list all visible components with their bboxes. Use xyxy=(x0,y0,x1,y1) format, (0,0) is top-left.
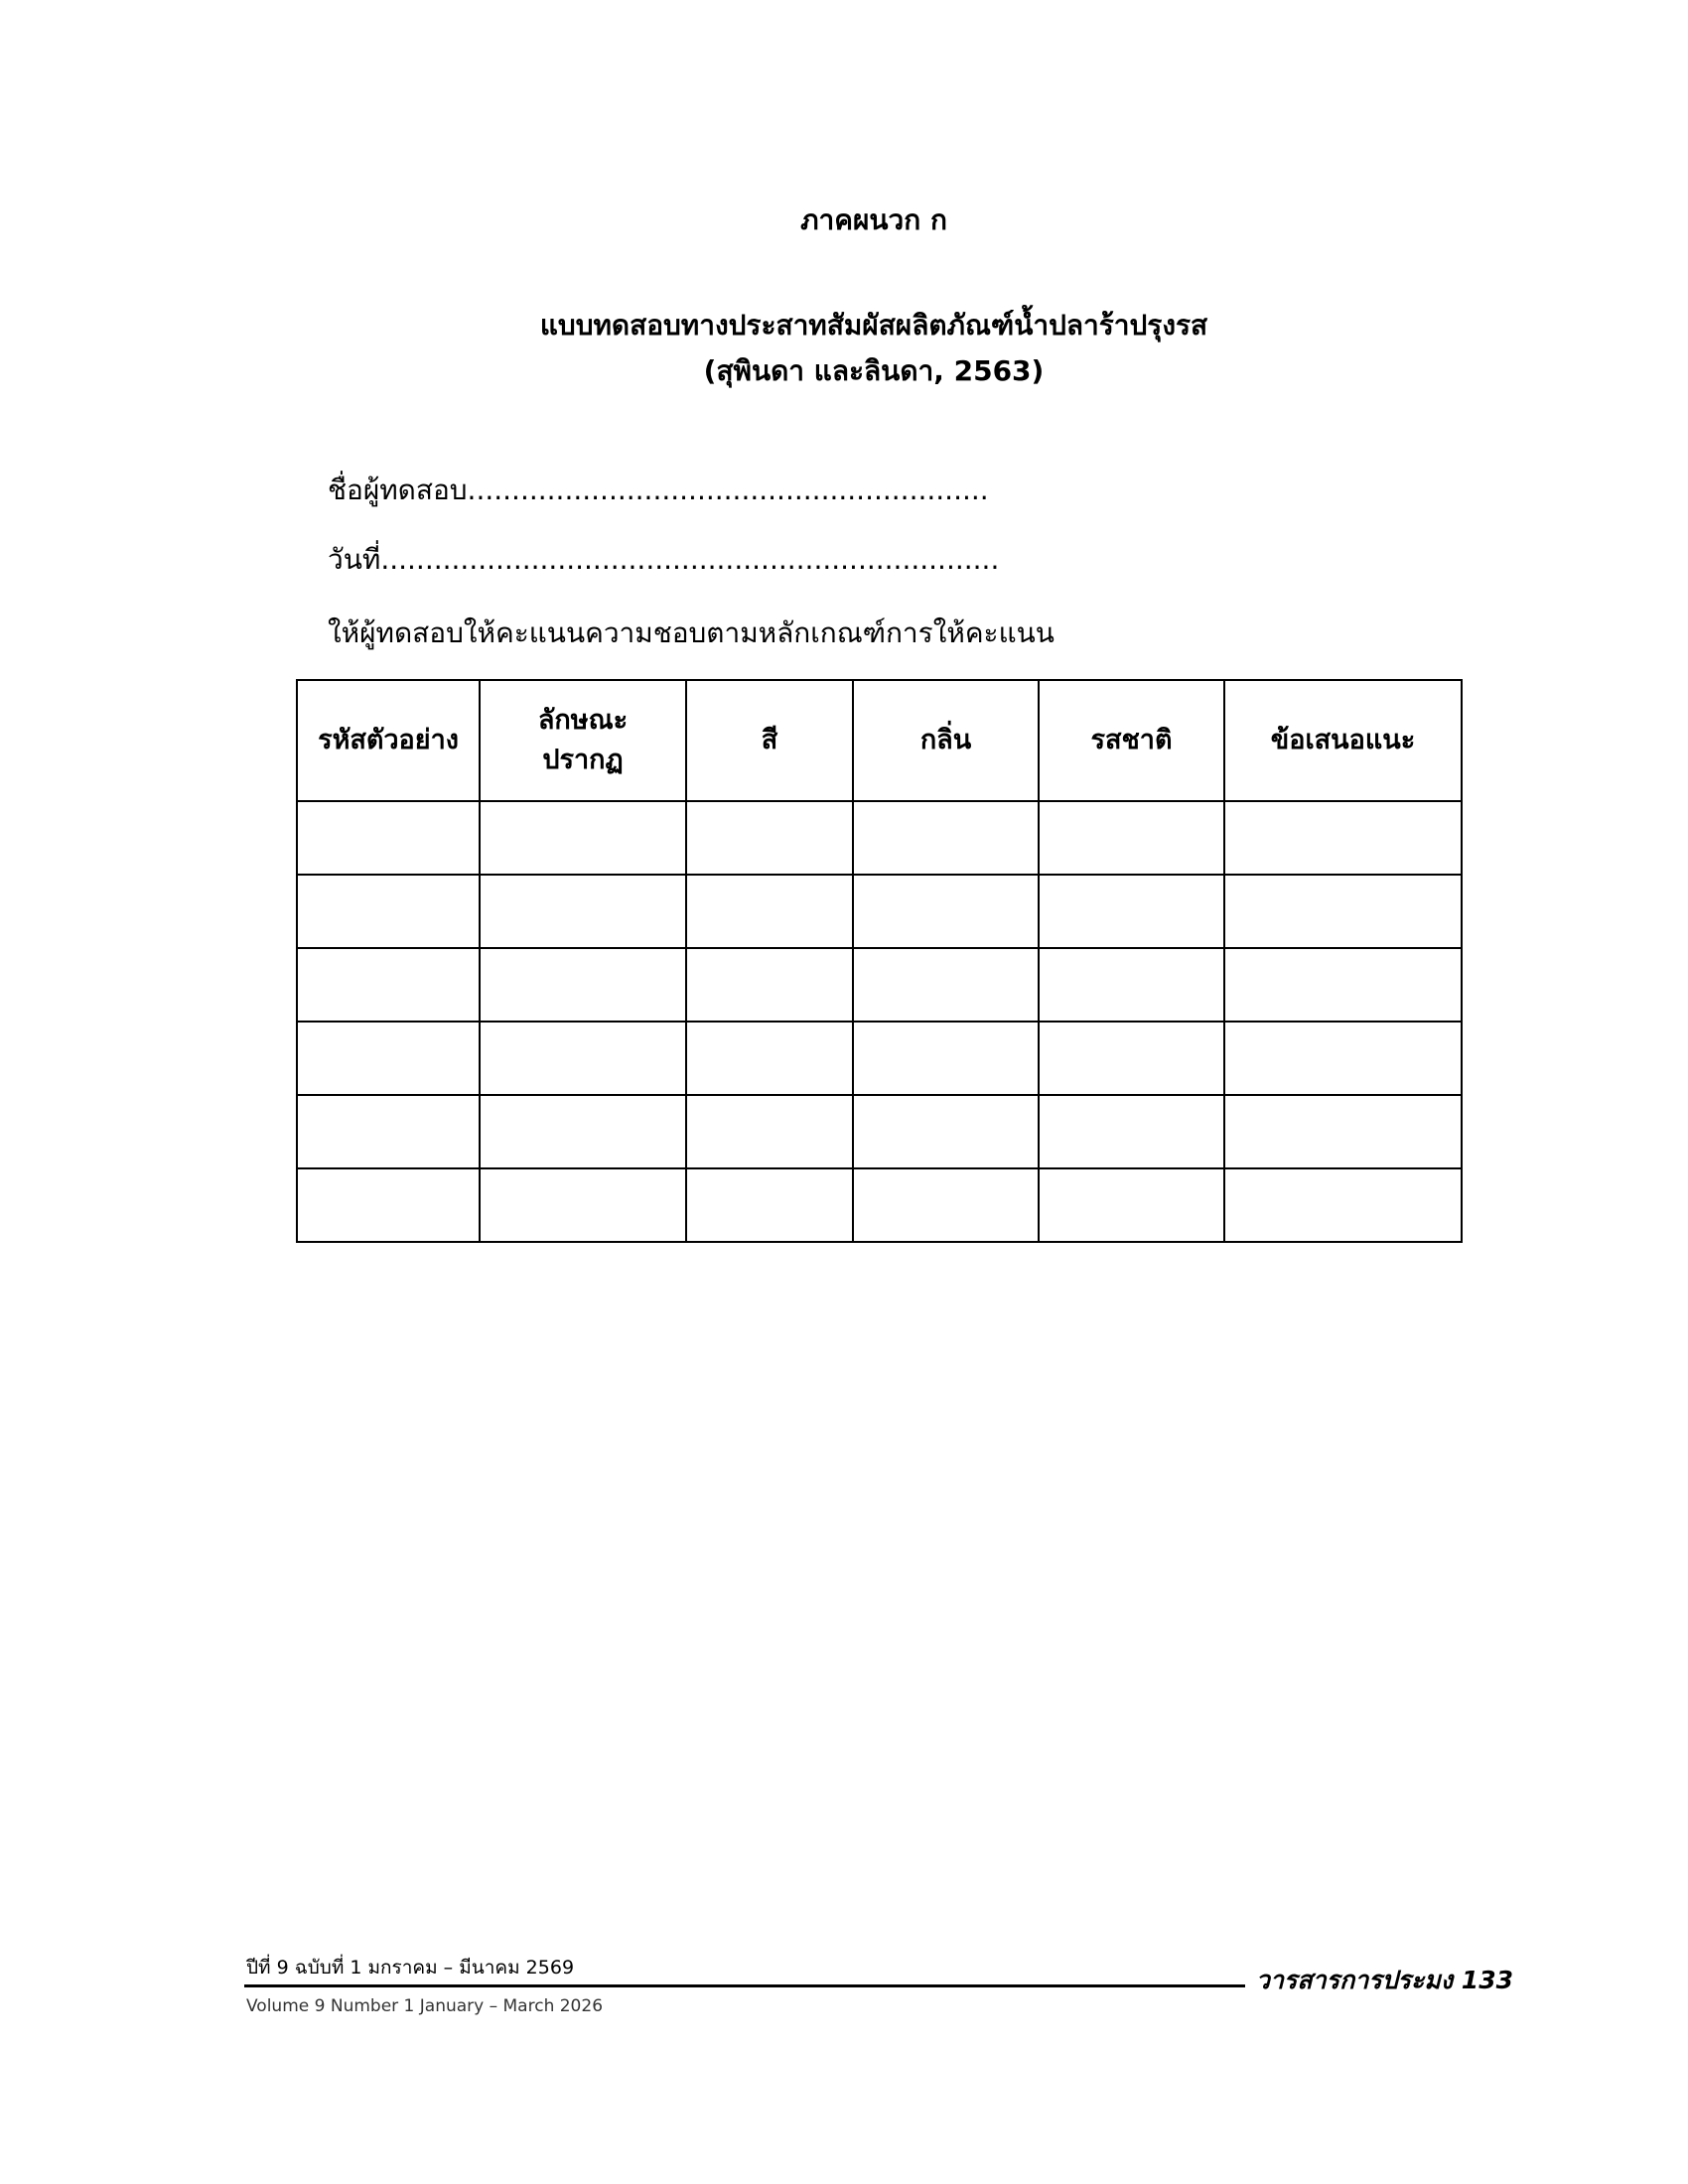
table-cell[interactable] xyxy=(480,1168,686,1242)
table-cell[interactable] xyxy=(480,1095,686,1168)
table-header-row xyxy=(297,680,1462,801)
table-cell[interactable] xyxy=(1039,1095,1224,1168)
table-cell[interactable] xyxy=(853,875,1039,948)
table-row xyxy=(297,801,1462,875)
table-cell[interactable] xyxy=(297,875,480,948)
header-appearance-text: ลักษณะ ปรากฏ xyxy=(537,705,629,775)
table-cell[interactable] xyxy=(853,1022,1039,1095)
table-cell[interactable] xyxy=(1224,875,1462,948)
table-cell[interactable] xyxy=(686,1022,853,1095)
table-cell[interactable] xyxy=(853,801,1039,875)
table-cell[interactable] xyxy=(853,1095,1039,1168)
table-cell[interactable] xyxy=(297,1022,480,1095)
form-title: แบบทดสอบทางประสาทสัมผัสผลิตภัณฑ์น้ำปลาร้าปรุงรส xyxy=(539,309,1208,341)
table-cell[interactable] xyxy=(297,1168,480,1242)
table-cell[interactable] xyxy=(853,1168,1039,1242)
table-cell[interactable] xyxy=(1224,1168,1462,1242)
instruction-text: ให้ผู้ทดสอบให้คะแนนความชอบตามหลักเกณฑ์การให้คะแนน xyxy=(328,616,1055,649)
table-row xyxy=(297,875,1462,948)
footer-issue-thai: ปีที่ 9 ฉบับที่ 1 มกราคม – มีนาคม 2569 xyxy=(246,1957,575,1979)
table-cell[interactable] xyxy=(686,1168,853,1242)
table-cell[interactable] xyxy=(480,1022,686,1095)
appendix-title: ภาคผนวก ก xyxy=(800,204,947,236)
form-citation: (สุพินดา และลินดา, 2563) xyxy=(703,354,1045,387)
header-suggestion: ข้อเสนอแนะ xyxy=(1224,680,1462,801)
header-color: สี xyxy=(686,680,853,801)
table-cell[interactable] xyxy=(1039,1168,1224,1242)
table-row xyxy=(297,1168,1462,1242)
header-odor: กลิ่น xyxy=(853,680,1039,801)
table-cell[interactable] xyxy=(1039,948,1224,1022)
table-row xyxy=(297,948,1462,1022)
table-row xyxy=(297,1095,1462,1168)
header-taste: รสชาติ xyxy=(1039,680,1224,801)
table-cell[interactable] xyxy=(480,875,686,948)
table-cell[interactable] xyxy=(480,948,686,1022)
table-cell[interactable] xyxy=(853,948,1039,1022)
table-cell[interactable] xyxy=(1224,1095,1462,1168)
table-cell[interactable] xyxy=(686,948,853,1022)
tester-name-field: ชื่อผู้ทดสอบ........................................................... xyxy=(328,474,989,506)
header-appearance xyxy=(480,680,686,801)
sensory-score-table xyxy=(296,679,1463,1243)
table-cell[interactable] xyxy=(686,875,853,948)
table-cell[interactable] xyxy=(686,1095,853,1168)
table-cell[interactable] xyxy=(1224,801,1462,875)
table-cell[interactable] xyxy=(297,801,480,875)
table-cell[interactable] xyxy=(686,801,853,875)
table-cell[interactable] xyxy=(1039,1022,1224,1095)
table-row xyxy=(297,1022,1462,1095)
footer-rule xyxy=(244,1984,1245,1987)
table-cell[interactable] xyxy=(1224,948,1462,1022)
table-cell[interactable] xyxy=(1039,801,1224,875)
footer-issue-english: Volume 9 Number 1 January – March 2026 xyxy=(246,1996,604,2016)
table-cell[interactable] xyxy=(297,948,480,1022)
journal-page-label: วารสารการประมง 133 xyxy=(1255,1966,1513,1994)
table-cell[interactable] xyxy=(1039,875,1224,948)
date-field: วันที่...................................................................... xyxy=(328,543,1000,576)
table-cell[interactable] xyxy=(1224,1022,1462,1095)
header-sample-code: รหัสตัวอย่าง xyxy=(297,680,480,801)
table-cell[interactable] xyxy=(480,801,686,875)
table-cell[interactable] xyxy=(297,1095,480,1168)
